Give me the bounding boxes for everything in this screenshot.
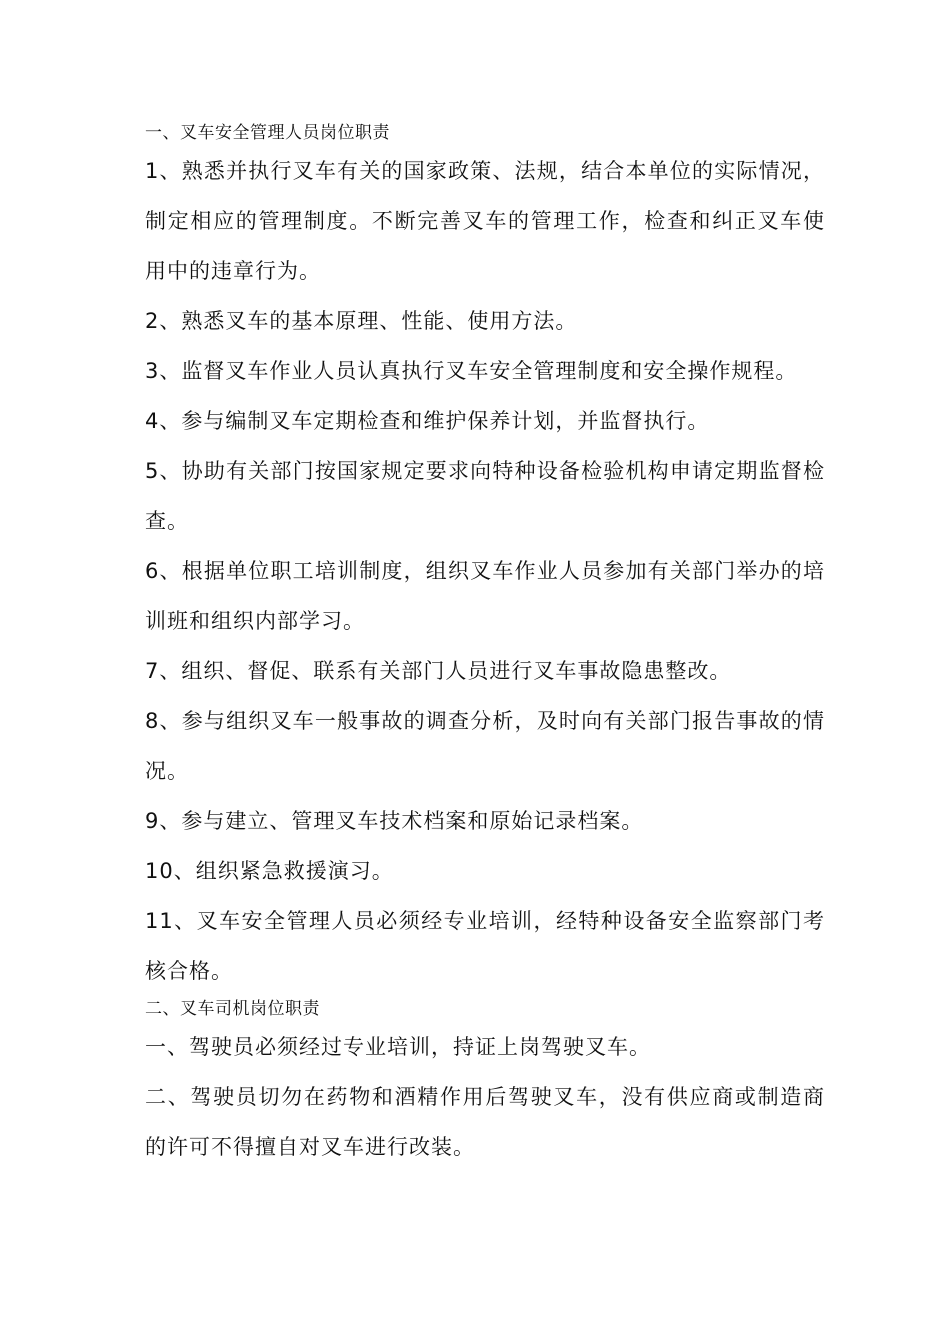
section-1-item-6: 6、根据单位职工培训制度，组织叉车作业人员参加有关部门举办的培训班和组织内部学习。 xyxy=(145,559,825,633)
section-1-item-5: 5、协助有关部门按国家规定要求向特种设备检验机构申请定期监督检查。 xyxy=(145,459,825,533)
section-2-item-2: 二、驾驶员切勿在药物和酒精作用后驾驶叉车，没有供应商或制造商的许可不得擅自对叉车进行改装。 xyxy=(145,1085,825,1159)
section-1-title: 一、叉车安全管理人员岗位职责 xyxy=(145,123,390,143)
section-1-item-10: 10、组织紧急救援演习。 xyxy=(145,859,394,883)
section-2-item-1: 一、驾驶员必须经过专业培训，持证上岗驾驶叉车。 xyxy=(145,1035,651,1059)
document-page xyxy=(145,120,825,1172)
section-1-item-11: 11、叉车安全管理人员必须经专业培训，经特种设备安全监察部门考核合格。 xyxy=(145,909,825,983)
section-1-item-8: 8、参与组织叉车一般事故的调查分析，及时向有关部门报告事故的情况。 xyxy=(145,709,825,783)
section-1-item-1: 1、熟悉并执行叉车有关的国家政策、法规，结合本单位的实际情况，制定相应的管理制度。不断完善叉车的管理工作，检查和纠正叉车使用中的违章行为。 xyxy=(145,159,825,283)
section-1-item-3: 3、监督叉车作业人员认真执行叉车安全管理制度和安全操作规程。 xyxy=(145,359,798,383)
section-2-title: 二、叉车司机岗位职责 xyxy=(145,999,320,1019)
section-1-item-2: 2、熟悉叉车的基本原理、性能、使用方法。 xyxy=(145,309,578,333)
section-1-item-4: 4、参与编制叉车定期检查和维护保养计划，并监督执行。 xyxy=(145,409,710,433)
section-1-item-7: 7、组织、督促、联系有关部门人员进行叉车事故隐患整改。 xyxy=(145,659,732,683)
section-1-item-9: 9、参与建立、管理叉车技术档案和原始记录档案。 xyxy=(145,809,644,833)
